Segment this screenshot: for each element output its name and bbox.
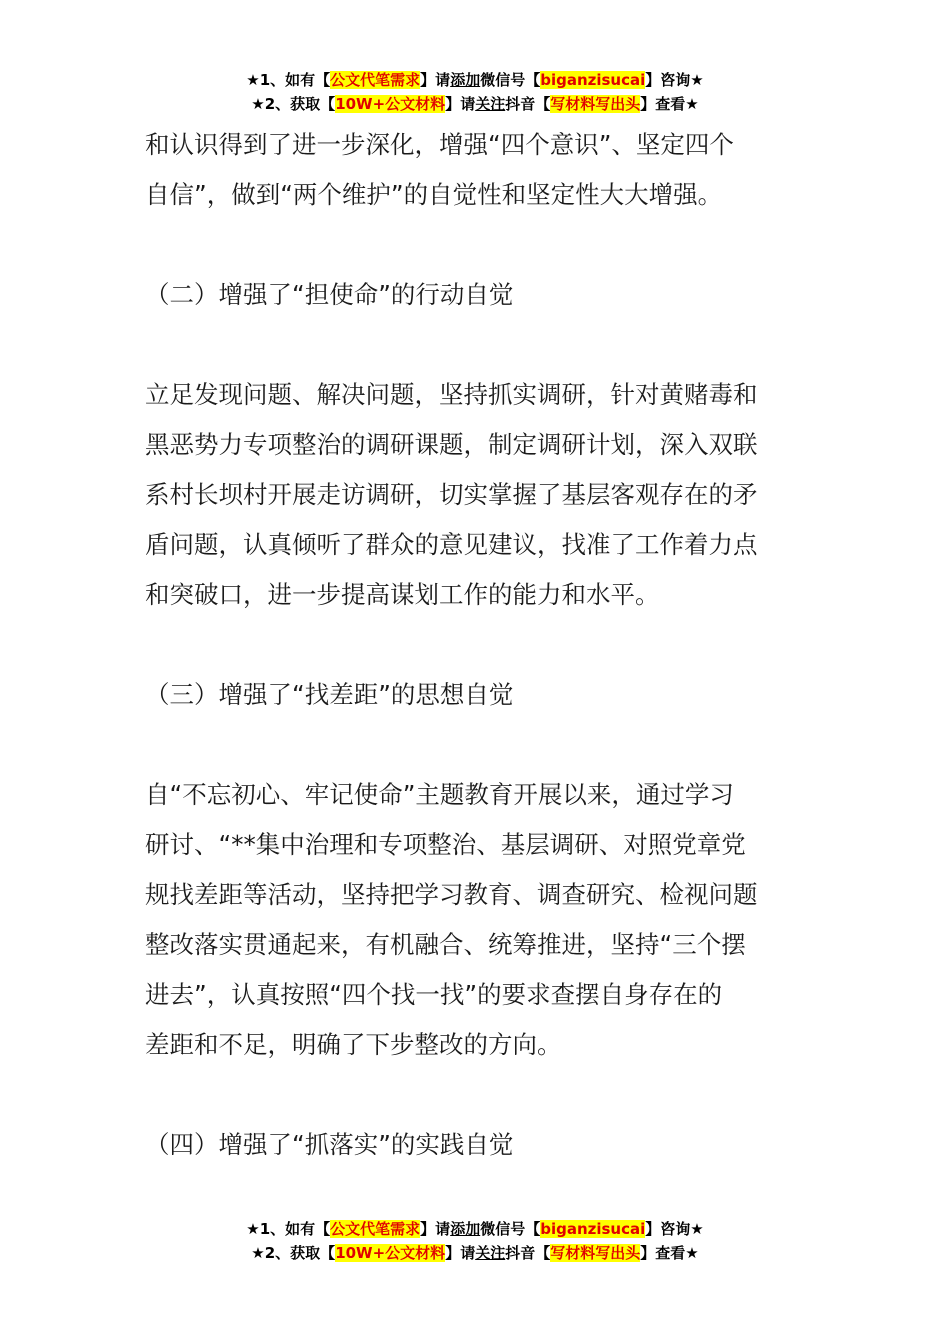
banner-text: 】请 bbox=[445, 1244, 476, 1262]
banner-text: 】咨询★ bbox=[645, 1220, 704, 1238]
banner-underlined: 添加 bbox=[450, 1220, 481, 1238]
banner-highlight: 写材料写出头 bbox=[550, 95, 641, 113]
banner-highlight: 写材料写出头 bbox=[550, 1244, 641, 1262]
paragraph-3 bbox=[145, 770, 807, 1070]
text-line: 差距和不足，明确了下步整改的方向。 bbox=[145, 1030, 562, 1059]
banner-text: 】请 bbox=[420, 1220, 451, 1238]
paragraph-2 bbox=[145, 370, 807, 620]
banner-text: ★1、如有【 bbox=[246, 1220, 331, 1238]
banner-underlined: 关注 bbox=[475, 95, 506, 113]
banner-highlight: 公文代笔需求 bbox=[330, 1220, 421, 1238]
text-line: 自“不忘初心、牢记使命”主题教育开展以来，通过学习 bbox=[145, 780, 734, 809]
text-line: 自信”，做到“两个维护”的自觉性和坚定性大大增强。 bbox=[145, 180, 723, 209]
banner-text: 】查看★ bbox=[640, 95, 699, 113]
text-line: 系村长坝村开展走访调研，切实掌握了基层客观存在的矛 bbox=[145, 480, 758, 509]
text-line: 规找差距等活动，坚持把学习教育、调查研究、检视问题 bbox=[145, 880, 758, 909]
banner-line-2 bbox=[0, 1241, 950, 1265]
paragraph-1 bbox=[145, 120, 807, 220]
banner-text: ★2、获取【 bbox=[251, 95, 336, 113]
banner-line-1 bbox=[0, 1217, 950, 1241]
banner-text: ★1、如有【 bbox=[246, 71, 331, 89]
banner-highlight: biganzisucai bbox=[540, 71, 646, 89]
text-line: 黑恶势力专项整治的调研课题，制定调研计划，深入双联 bbox=[145, 430, 758, 459]
text-line: 和突破口，进一步提高谋划工作的能力和水平。 bbox=[145, 580, 660, 609]
banner-underlined: 添加 bbox=[450, 71, 481, 89]
text-line: 研讨、“**集中治理和专项整治、基层调研、对照党章党 bbox=[145, 830, 746, 859]
banner-text: 】请 bbox=[445, 95, 476, 113]
banner-text: 抖音【 bbox=[505, 95, 551, 113]
banner-text: 微信号【 bbox=[480, 71, 541, 89]
banner-text: 】查看★ bbox=[640, 1244, 699, 1262]
document-body bbox=[145, 120, 807, 1170]
banner-text: 抖音【 bbox=[505, 1244, 551, 1262]
section-heading-2: （二）增强了“担使命”的行动自觉 bbox=[145, 280, 514, 309]
banner-highlight: 10W+公文材料 bbox=[335, 1244, 446, 1262]
banner-highlight: 公文代笔需求 bbox=[330, 71, 421, 89]
banner-underlined: 关注 bbox=[475, 1244, 506, 1262]
banner-line-1 bbox=[0, 68, 950, 92]
section-heading-3: （三）增强了“找差距”的思想自觉 bbox=[145, 680, 514, 709]
text-line: 整改落实贯通起来，有机融合、统筹推进，坚持“三个摆 bbox=[145, 930, 746, 959]
text-line: 和认识得到了进一步深化，增强“四个意识”、坚定四个 bbox=[145, 130, 734, 159]
text-line: 立足发现问题、解决问题，坚持抓实调研，针对黄赌毒和 bbox=[145, 380, 758, 409]
banner-text: 】咨询★ bbox=[645, 71, 704, 89]
banner-line-2 bbox=[0, 92, 950, 116]
banner-text: 微信号【 bbox=[480, 1220, 541, 1238]
text-line: 进去”，认真按照“四个找一找”的要求查摆自身存在的 bbox=[145, 980, 723, 1009]
footer-banner bbox=[0, 1217, 950, 1265]
banner-text: 】请 bbox=[420, 71, 451, 89]
header-banner bbox=[0, 68, 950, 116]
text-line: 盾问题，认真倾听了群众的意见建议，找准了工作着力点 bbox=[145, 530, 758, 559]
banner-highlight: 10W+公文材料 bbox=[335, 95, 446, 113]
banner-highlight: biganzisucai bbox=[540, 1220, 646, 1238]
section-heading-4: （四）增强了“抓落实”的实践自觉 bbox=[145, 1130, 514, 1159]
banner-text: ★2、获取【 bbox=[251, 1244, 336, 1262]
